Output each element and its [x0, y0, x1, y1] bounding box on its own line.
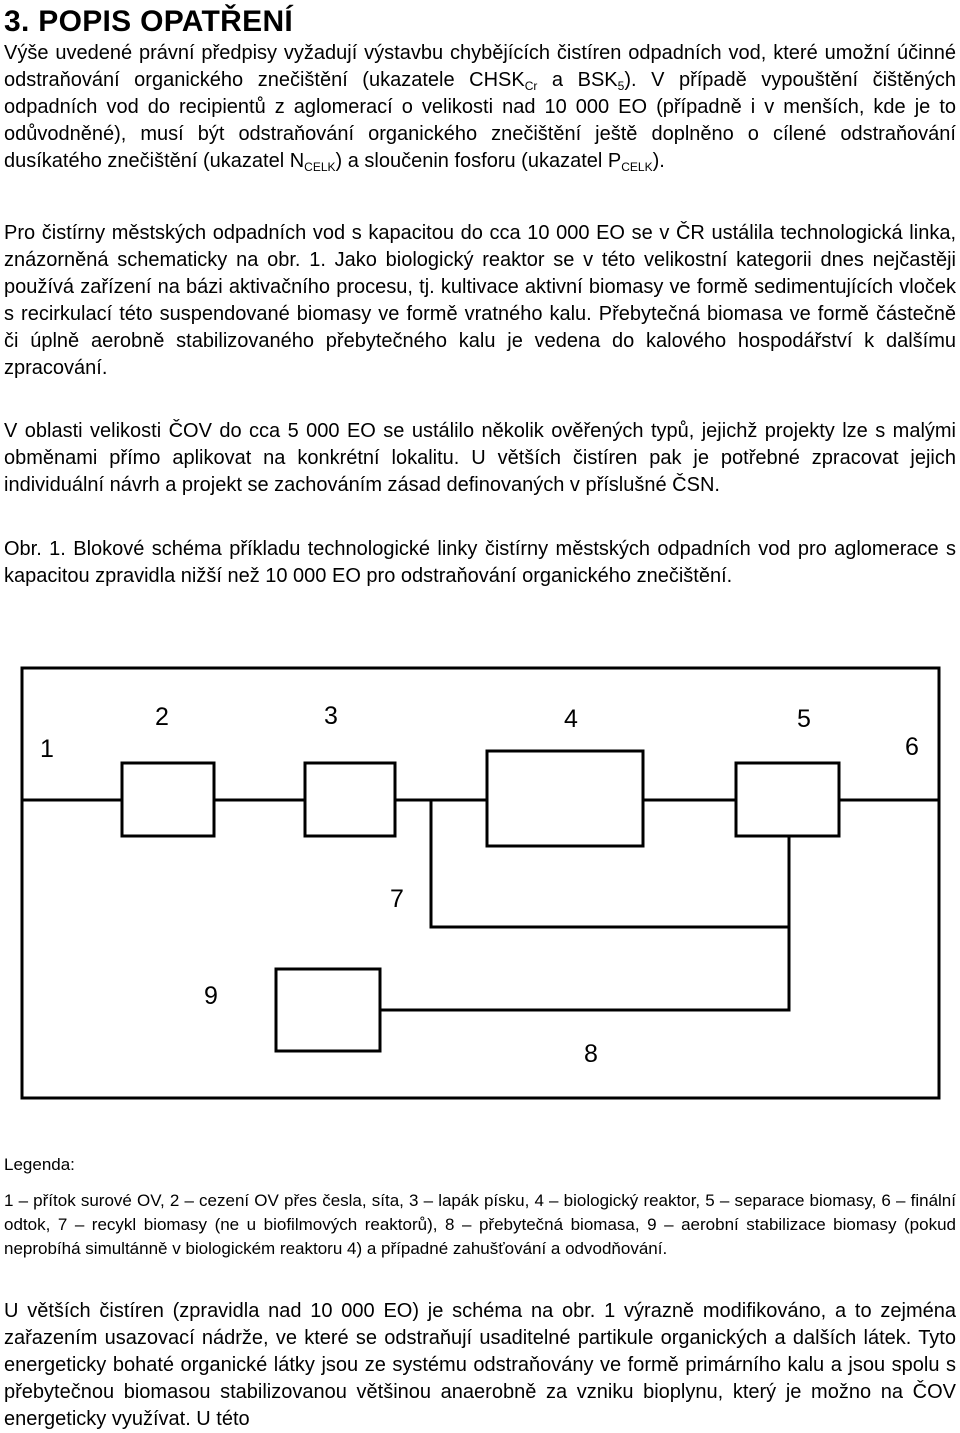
intro-text-e: ).	[652, 150, 665, 172]
block-screening	[122, 763, 214, 836]
figure-caption: Obr. 1. Blokové schéma příkladu technologické linky čistírny městských odpadních vod pro aglomerace s kapacitou zpravidla nižší než 10 000 EO pro odstraňování organického znečištění.	[4, 538, 956, 587]
flow-line-excess-biomass	[380, 927, 789, 1010]
intro-text-c: ). V případě vypouštění čištěných odpadních vod do recipientů z aglomerací o velikosti nad 10 000 EO (případně i v menších, kde je to odůvodněné), musí být odstraňování organického znečištění ještě doplněno o cílené odstraňování dusíkatého znečištění (ukazatel N	[4, 69, 957, 172]
label-5: 5	[797, 705, 811, 733]
paragraph-larger-plants: U větších čistíren (zpravidla nad 10 000 EO) je schéma na obr. 1 výrazně modifikováno, a to zejména zařazením usazovací nádrže, ve které se odstraňují usaditelné partikule organických a dalších látek. Tyto energeticky bohaté organické látky jsou ze systému odstraňovány ve formě primárního kalu a jsou spolu s přebytečnou biomasou stabilizovanou většinou anaerobně za vzniku bioplynu, který je možno na ČOV energeticky využívat. U této	[4, 1300, 956, 1430]
subscript-celk-p: CELK	[621, 160, 653, 174]
label-7: 7	[390, 885, 404, 913]
subscript-5: 5	[617, 79, 625, 93]
flow-line-recycle	[431, 800, 789, 927]
legend-title: Legenda:	[4, 1155, 75, 1174]
block-separation	[736, 763, 839, 836]
intro-text-d: ) a sloučenin fosforu (ukazatel P	[335, 150, 622, 172]
block-sludge-stabilization	[276, 969, 380, 1051]
legend-text: 1 – přítok surové OV, 2 – cezení OV přes česla, síta, 3 – lapák písku, 4 – biologický reaktor, 5 – separace biomasy, 6 – finální odtok, 7 – recykl biomasy (ne u biofilmových reaktorů), 8 – přebytečná biomasa, 9 – aerobní stabilizace biomasy (pokud neprobíhá simultánně v biologickém reaktoru 4) a případné zahušťování a odvodňování.	[4, 1191, 956, 1258]
subscript-cr: Cr	[524, 79, 538, 93]
label-2: 2	[155, 703, 169, 731]
label-9: 9	[204, 982, 218, 1010]
paragraph-intro	[4, 40, 956, 175]
label-3: 3	[324, 702, 338, 730]
intro-text-b: a BSK	[537, 69, 618, 91]
label-6: 6	[905, 733, 919, 761]
label-4: 4	[564, 705, 578, 733]
block-grit-chamber	[305, 763, 395, 836]
subscript-celk-n: CELK	[304, 160, 336, 174]
section-title: 3. POPIS OPATŘENÍ	[4, 5, 294, 38]
intro-text-a: Výše uvedené právní předpisy vyžadují výstavbu chybějících čistíren odpadních vod, které umožní účinné odstraňování organického znečištění (ukazatele CHSK	[4, 42, 956, 91]
block-bioreactor	[487, 751, 643, 846]
paragraph-technology: Pro čistírny městských odpadních vod s kapacitou do cca 10 000 EO se v ČR ustálila technologická linka, znázorněná schematicky na obr. 1. Jako biologický reaktor se v této velikostní kategorii dnes nejčastěji používá zařízení na bázi aktivačního procesu, tj. kultivace aktivní biomasy ve formě sedimentujících vloček s recirkulací této suspendované biomasy ve formě vratného kalu. Přebytečná biomasa ve formě částečně či úplně aerobně stabilizovaného přebytečného kalu je vedena do kalového hospodářství k dalšímu zpracování.	[4, 222, 956, 379]
diagram-frame	[22, 668, 939, 1098]
label-1: 1	[40, 735, 54, 763]
paragraph-small-plants: V oblasti velikosti ČOV do cca 5 000 EO se ustálilo několik ověřených typů, jejichž projekty lze s malými obměnami přímo aplikovat na konkrétní lokalitu. U větších čistíren pak je potřebné zpracovat jejich individuální návrh a projekt se zachováním zásad definovaných v příslušné ČSN.	[4, 420, 956, 496]
label-8: 8	[584, 1040, 598, 1068]
